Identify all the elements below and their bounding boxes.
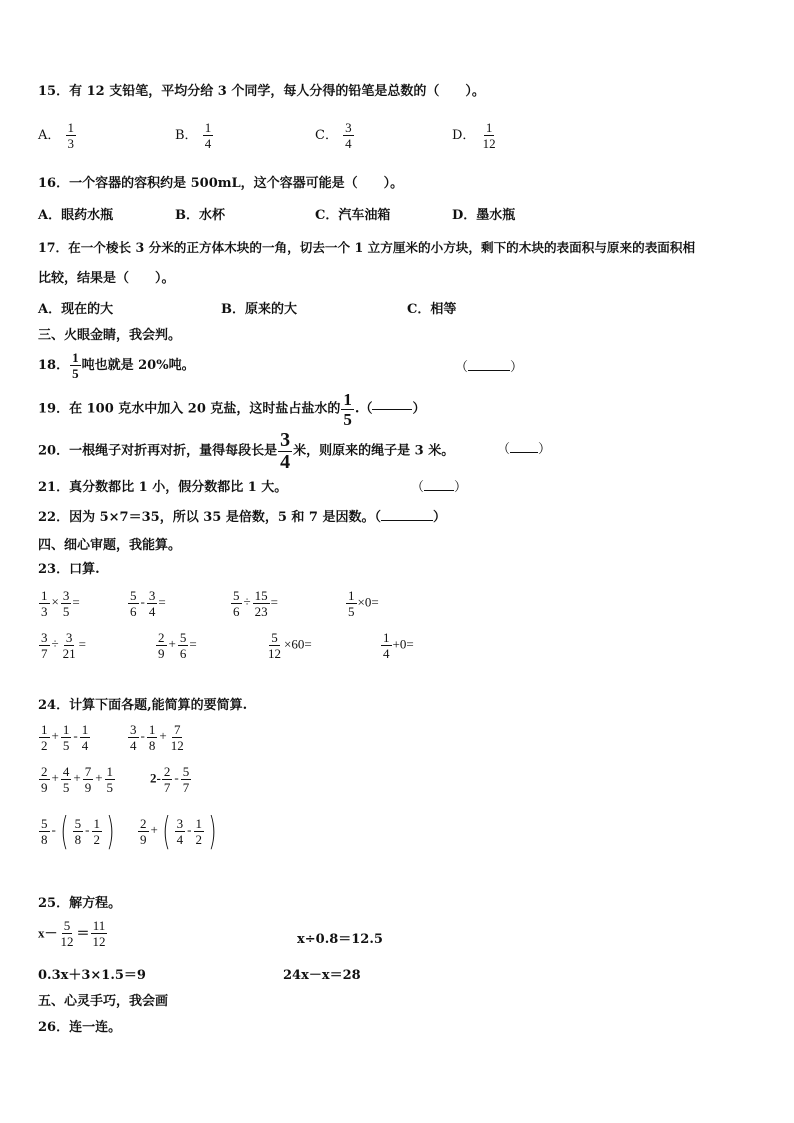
fraction: $\frac{1}{12}$ — [482, 120, 496, 151]
section-4-heading: 四、细心审题，我能算。 — [38, 538, 182, 553]
q21-answer-blank[interactable]: （ ） — [411, 480, 468, 495]
q15-option-c[interactable]: C． $\frac{3}{4}$ — [315, 120, 352, 151]
fraction: $\frac{3}{4}$ — [345, 120, 352, 151]
q23-expr-2: $\frac{5}{6}$ - $\frac{3}{4}$ = — [130, 588, 166, 619]
q17-option-c[interactable]: C．相等 — [407, 302, 457, 317]
q24-expr-5: $\frac{5}{8}$ - ( $\frac{5}{8}$ - $\frac{1}{2}$ ) — [41, 809, 115, 853]
q23-expr-7: $\frac{5}{12}$ ×60= — [268, 630, 312, 661]
q24-expr-6: $\frac{2}{9}$ + ( $\frac{3}{4}$ - $\frac{1}{2}$ ) — [140, 809, 217, 853]
fraction: $\frac{1}{4}$ — [204, 120, 212, 151]
q23-expr-3: $\frac{5}{6}$ ÷ $\frac{15}{23}$ = — [233, 588, 278, 619]
q16-stem: 16．一个容器的容积约是 500mL，这个容器可能是（ ）。 — [38, 176, 404, 191]
q24-title: 24．计算下面各题,能简算的要简算. — [38, 698, 248, 713]
q15-option-a[interactable]: A． $\frac{1}{3}$ — [38, 120, 75, 151]
q23-expr-6: $\frac{2}{9}$ + $\frac{5}{6}$ = — [158, 630, 197, 661]
q24-expr-1: $\frac{1}{2}$ + $\frac{1}{5}$ - $\frac{1}{4}$ — [41, 722, 89, 753]
q20-answer-blank[interactable]: （ ） — [497, 442, 552, 457]
right-paren: ) — [106, 809, 115, 853]
q25-equation-3: 0.3x＋3×1.5＝9 — [38, 968, 146, 983]
q16-option-b[interactable]: B．水杯 — [175, 208, 225, 223]
q16-option-a[interactable]: A．眼药水瓶 — [38, 208, 114, 223]
q23-expr-5: $\frac{3}{7}$ ÷ $\frac{3}{21}$ = — [41, 630, 86, 661]
q17-option-b[interactable]: B．原来的大 — [221, 302, 297, 317]
q25-title: 25．解方程。 — [38, 896, 122, 911]
q24-expr-3: $\frac{2}{9}$ + $\frac{4}{5}$ + $\frac{7}{9}$ + $\frac{1}{5}$ — [41, 764, 114, 795]
q15-stem: 15．有 12 支铅笔，平均分给 3 个同学，每人分得的铅笔是总数的（ ）。 — [38, 84, 485, 99]
q16-option-d[interactable]: D．墨水瓶 — [452, 208, 516, 223]
fraction: $\frac{1}{5}$ — [72, 350, 79, 381]
fraction: $\frac{3}{4}$ — [280, 429, 291, 473]
q22-answer-blank[interactable] — [381, 520, 433, 521]
q19: 19．在 100 克水中加入 20 克盐，这时盐占盐水的 $\frac{1}{5}$ .（ ） — [38, 390, 426, 429]
q25-equation-4: 24x－x＝28 — [283, 968, 361, 983]
q18: 18． $\frac{1}{5}$ 吨也就是 20%吨。 — [38, 350, 195, 381]
q25-equation-1: x－ $\frac{5}{12}$ ＝ $\frac{11}{12}$ — [38, 918, 106, 949]
left-paren: ( — [162, 809, 171, 853]
left-paren: ( — [60, 809, 69, 853]
fraction: $\frac{1}{3}$ — [67, 120, 75, 151]
q26: 26．连一连。 — [38, 1020, 122, 1035]
section-3-heading: 三、火眼金睛，我会判。 — [38, 328, 182, 343]
q21: 21．真分数都比 1 小，假分数都比 1 大。 — [38, 480, 288, 495]
q22: 22．因为 5×7＝35，所以 35 是倍数，5 和 7 是因数。（ ） — [38, 510, 447, 525]
section-5-heading: 五、心灵手巧，我会画 — [38, 994, 169, 1009]
q23-title: 23．口算. — [38, 562, 100, 577]
q23-expr-8: $\frac{1}{4}$ +0= — [383, 630, 414, 661]
q25-equation-2: x÷0.8＝12.5 — [297, 932, 383, 947]
q20: 20．一根绳子对折再对折，量得每段长是 $\frac{3}{4}$ 米，则原来的绳子是 3 米。 — [38, 429, 455, 473]
q24-expr-4: 2- $\frac{2}{7}$ - $\frac{5}{7}$ — [150, 764, 190, 795]
q23-expr-4: $\frac{1}{5}$ ×0= — [348, 588, 379, 619]
q18-answer-blank[interactable]: （ ） — [455, 360, 524, 375]
q24-expr-2: $\frac{3}{4}$ - $\frac{1}{8}$ + $\frac{7}{12}$ — [130, 722, 184, 753]
q15-option-b[interactable]: B． $\frac{1}{4}$ — [175, 120, 212, 151]
q17-option-a[interactable]: A．现在的大 — [38, 302, 114, 317]
q16-option-c[interactable]: C．汽车油箱 — [315, 208, 391, 223]
fraction: $\frac{1}{5}$ — [343, 390, 352, 429]
q15-option-d[interactable]: D． $\frac{1}{12}$ — [452, 120, 496, 151]
q23-expr-1: $\frac{1}{3}$ × $\frac{3}{5}$ = — [41, 588, 80, 619]
q19-answer-blank[interactable] — [372, 409, 412, 410]
q17-stem-line1: 17．在一个棱长 3 分米的正方体木块的一角，切去一个 1 立方厘米的小方块，剩下的木块的表面积与原来的表面积相 — [38, 240, 696, 255]
right-paren: ) — [208, 809, 217, 853]
q17-stem-line2: 比较，结果是（ ）。 — [38, 271, 175, 286]
